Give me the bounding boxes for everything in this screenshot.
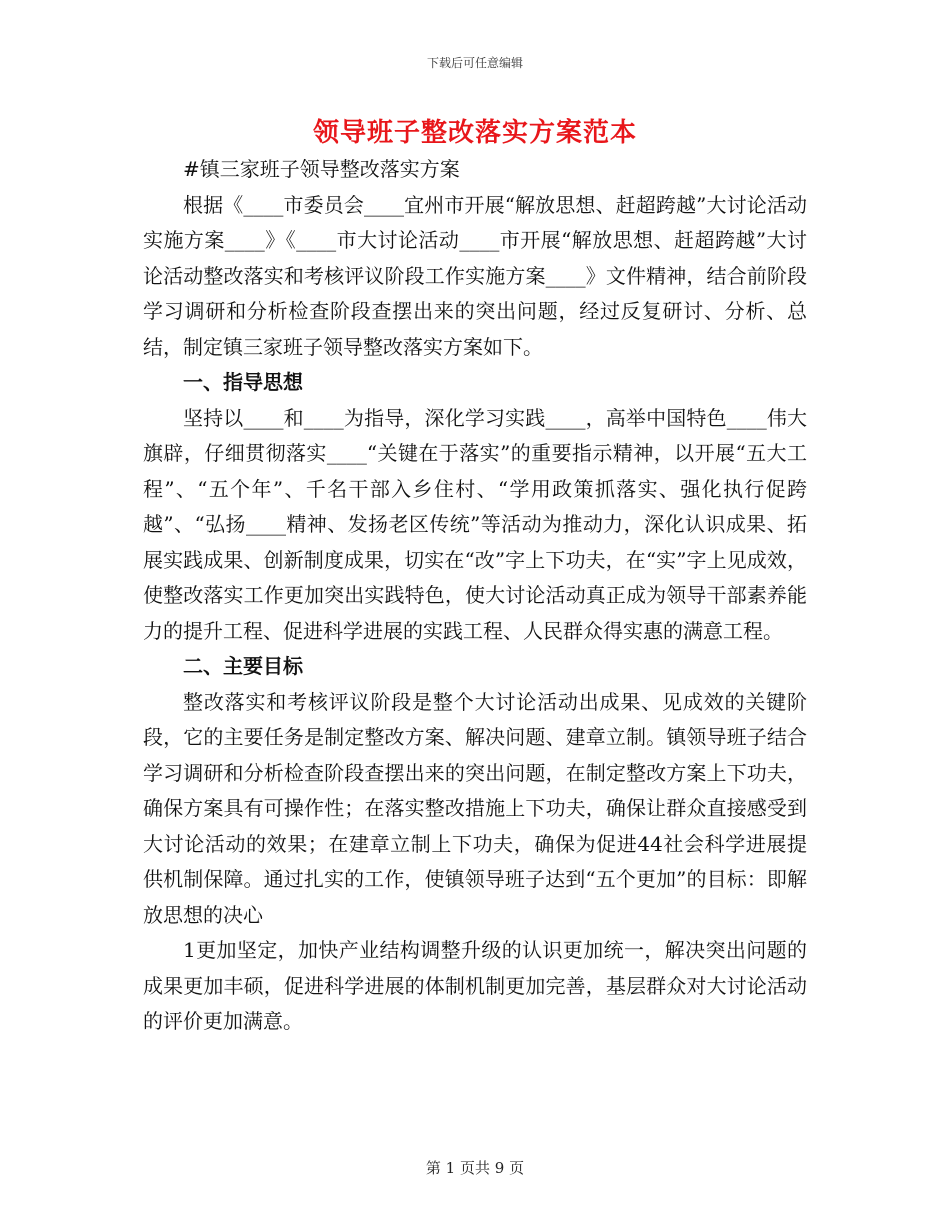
page-header-note: 下载后可任意编辑 — [426, 56, 523, 70]
document-title: 领导班子整改落实方案范本 — [312, 118, 637, 148]
main-goals-paragraph: 整改落实和考核评议阶段是整个大讨论活动出成果、见成效的关键阶段，它的主要任务是制定整改方案、解决问题、建章立制。镇领导班子结合学习调研和分析检查阶段查摆出来的突出问题，在制定整改方案上下功夫，确保方案具有可操作性；在落实整改措施上下功夫，确保让群众直接感受到大讨论活动的效果；在建章立制上下功夫，确保为促进44社会科学进展提供机制保障。通过扎实的工作，使镇领导班子达到“五个更加”的目标：即解放思想的决心 — [143, 689, 807, 927]
intro-paragraph: 根据《____市委员会____宜州市开展“解放思想、赶超跨越”大讨论活动实施方案____》《____市大讨论活动____市开展“解放思想、赶超跨越”大讨论活动整改落实和考核评议阶段工作实施方案____》文件精神，结合前阶段学习调研和分析检查阶段查摆出来的突出问题，经过反复研讨、分析、总结，制定镇三家班子领导整改落实方案如下。 — [143, 192, 807, 359]
page-number: 第 1 页共 9 页 — [425, 1159, 525, 1177]
document-body — [143, 152, 807, 1040]
section-heading-guiding-thought: 一、指导思想 — [183, 370, 303, 394]
document-subtitle: #镇三家班子领导整改落实方案 — [183, 157, 460, 181]
section-heading-main-goals: 二、主要目标 — [183, 654, 303, 678]
main-goals-item-1: 1更加坚定，加快产业结构调整升级的认识更加统一，解决突出问题的成果更加丰硕，促进科学进展的体制机制更加完善，基层群众对大讨论活动的评价更加满意。 — [143, 938, 807, 1033]
guiding-thought-paragraph: 坚持以____和____为指导，深化学习实践____，高举中国特色____伟大旗辟，仔细贯彻落实____“关键在于落实”的重要指示精神，以开展“五大工程”、“五个年”、千名干部入乡住村、“学用政策抓落实、强化执行促跨越”、“弘扬____精神、发扬老区传统”等活动为推动力，深化认识成果、拓展实践成果、创新制度成果，切实在“改”字上下功夫，在“实”字上见成效，使整改落实工作更加突出实践特色，使大讨论活动真正成为领导干部素养能力的提升工程、促进科学进展的实践工程、人民群众得实惠的满意工程。 — [143, 405, 807, 643]
